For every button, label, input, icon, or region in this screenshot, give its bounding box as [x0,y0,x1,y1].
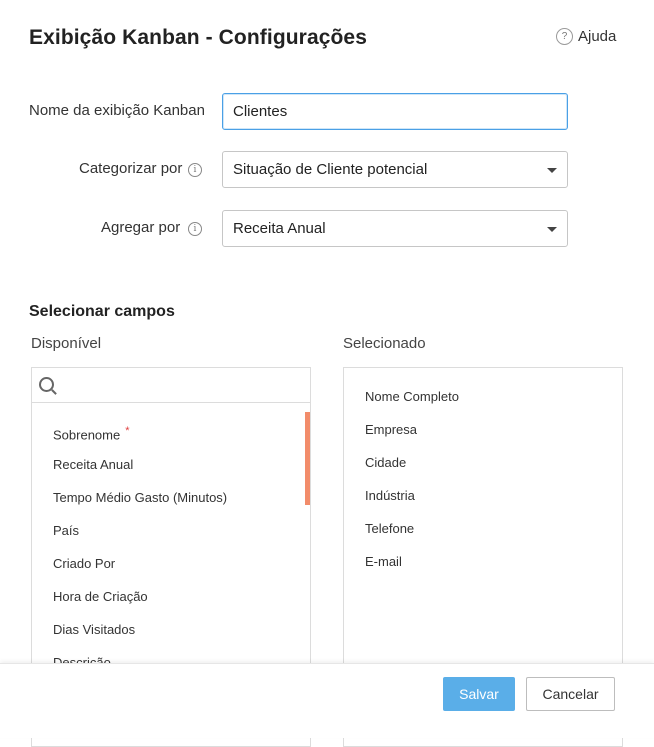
list-item[interactable] [32,580,310,613]
info-icon[interactable]: i [188,163,202,177]
list-item[interactable] [32,514,310,547]
list-item-label: Tempo Médio Gasto (Minutos) [53,490,228,505]
list-item-label: Receita Anual [53,457,134,472]
chevron-down-icon [547,168,557,173]
scrollbar-thumb[interactable] [305,412,310,505]
categorize-label: Categorizar por [79,160,183,177]
available-list [32,415,310,679]
list-item[interactable] [32,613,310,646]
selected-label: Selecionado [343,335,426,352]
list-item-label: Dias Visitados [53,622,136,637]
help-icon: ? [556,28,573,45]
selected-list [344,380,622,578]
kanban-name-label: Nome da exibição Kanban [29,102,205,119]
list-item-label: E-mail [365,554,402,569]
list-item[interactable] [344,413,622,446]
list-item[interactable] [344,545,622,578]
list-item[interactable] [32,448,310,481]
list-item-label: País [53,523,80,538]
kanban-name-input[interactable] [233,103,553,120]
dialog-footer [0,663,654,738]
page-title: Exibição Kanban - Configurações [29,26,367,49]
search-input[interactable] [62,374,306,398]
list-item-label: Sobrenome [53,427,121,443]
list-item-label: Empresa [365,422,418,437]
list-item-label: Criado Por [53,556,116,571]
list-item-label: Indústria [365,488,415,503]
list-item[interactable] [344,479,622,512]
list-item-label: Hora de Criação [53,589,148,604]
cancel-button[interactable]: Cancelar [526,677,615,711]
list-item-label: Telefone [365,521,415,536]
categorize-value: Situação de Cliente potencial [233,161,428,178]
available-label: Disponível [31,335,102,352]
list-item[interactable] [32,481,310,514]
help-label: Ajuda [578,28,617,45]
list-item[interactable] [32,415,310,448]
info-icon[interactable]: i [188,222,202,236]
list-item-label: Nome Completo [365,389,459,404]
required-marker: * [125,425,130,437]
search-bar [32,368,310,403]
aggregate-label: Agregar por [101,219,181,236]
kanban-name-field[interactable] [222,93,568,130]
help-link[interactable] [556,28,616,45]
aggregate-value: Receita Anual [233,220,326,237]
list-item[interactable] [32,547,310,580]
search-icon [39,377,54,392]
list-item-label: Cidade [365,455,407,470]
save-button[interactable]: Salvar [443,677,515,711]
list-item[interactable] [344,512,622,545]
list-item[interactable] [344,380,622,413]
list-item[interactable] [344,446,622,479]
aggregate-select[interactable] [222,210,568,247]
select-fields-title: Selecionar campos [29,303,175,320]
chevron-down-icon [547,227,557,232]
categorize-select[interactable] [222,151,568,188]
